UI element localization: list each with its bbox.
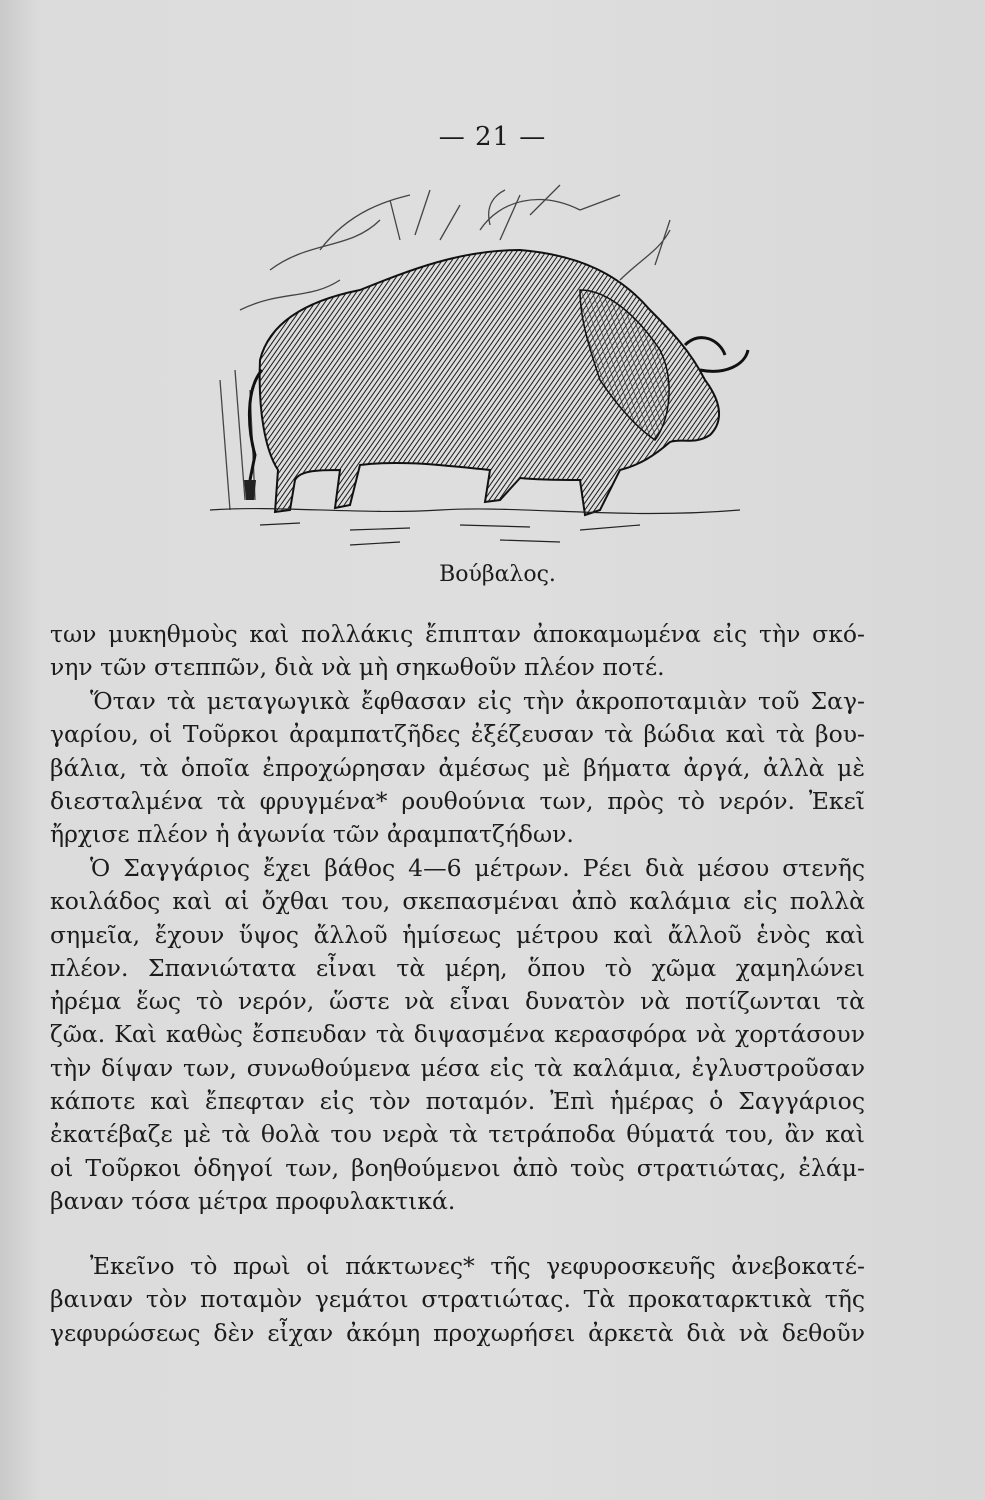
text-line: Ὅταν τὰ μεταγωγικὰ ἔφθασαν εἰς τὴν ἀκροποταμιὰν τοῦ Σαγ- bbox=[90, 687, 865, 715]
text-line: σημεῖα, ἔχουν ὕψος ἄλλοῦ ἡμίσεως μέτρου καὶ ἄλλοῦ ἑνὸς καὶ bbox=[50, 920, 865, 949]
text-line: ζῶα. Καὶ καθὼς ἔσπευδαν τὰ διψασμένα κερασφόρα νὰ χορτάσουν bbox=[50, 1020, 865, 1049]
bison-engraving-icon bbox=[200, 180, 760, 560]
text-line: οἱ Τοῦρκοι ὁδηγοί των, βοηθούμενοι ἀπὸ τοὺς στρατιώτας, ἐλάμ- bbox=[50, 1153, 865, 1182]
paragraph-1 bbox=[50, 618, 865, 685]
bison-illustration bbox=[200, 180, 760, 560]
text-line: ἐκατέβαζε μὲ τὰ θολὰ του νερὰ τὰ τετράποδα θύματά του, ἂν καὶ bbox=[50, 1120, 865, 1149]
paragraph-2 bbox=[50, 685, 865, 851]
text-line: γεφυρώσεως δὲν εἶχαν ἀκόμη προχωρήσει ἀρκετὰ διὰ νὰ δεθοῦν bbox=[50, 1318, 865, 1347]
text-line: Ἐκεῖνο τὸ πρωὶ οἱ πάκτωνες* τῆς γεφυροσκευῆς ἀνεβοκατέ- bbox=[90, 1252, 865, 1280]
paragraph-4 bbox=[50, 1250, 865, 1350]
text-line: τὴν δίψαν των, συνωθούμενα μέσα εἰς τὰ καλάμια, ἐγλυστροῦσαν bbox=[50, 1053, 865, 1082]
paragraph-3 bbox=[50, 852, 865, 1218]
text-line: διεσταλμένα τὰ φρυγμένα* ρουθούνια των, πρὸς τὸ νερόν. Ἐκεῖ bbox=[50, 786, 865, 815]
text-line: ἤρχισε πλέον ἡ ἀγωνία τῶν ἀραμπατζήδων. bbox=[50, 820, 574, 849]
text-line: βάλια, τὰ ὁποῖα ἐπροχώρησαν ἀμέσως μὲ βήματα ἀργά, ἀλλὰ μὲ bbox=[50, 753, 865, 782]
text-line: Ὁ Σαγγάριος ἔχει βάθος 4—6 μέτρων. Ρέει διὰ μέσου στενῆς bbox=[90, 854, 865, 882]
text-line: βαναν τόσα μέτρα προφυλακτικά. bbox=[50, 1186, 456, 1215]
figure-caption: Βούβαλος. bbox=[439, 562, 556, 587]
text-line: πλέον. Σπανιώτατα εἶναι τὰ μέρη, ὅπου τὸ χῶμα χαμηλώνει bbox=[50, 953, 865, 982]
text-line: βαιναν τὸν ποταμὸν γεμάτοι στρατιώτας. Τὰ προκαταρκτικὰ τῆς bbox=[50, 1285, 865, 1314]
text-line: κάποτε καὶ ἔπεφταν εἰς τὸν ποταμόν. Ἐπὶ ἡμέρας ὁ Σαγγάριος bbox=[50, 1087, 865, 1116]
text-line: των μυκηθμοὺς καὶ πολλάκις ἔπιπταν ἀποκαμωμένα εἰς τὴν σκό- bbox=[50, 620, 865, 648]
text-line: ἠρέμα ἕως τὸ νερόν, ὥστε νὰ εἶναι δυνατὸν νὰ ποτίζωνται τὰ bbox=[50, 987, 865, 1016]
text-line: γαρίου, οἱ Τοῦρκοι ἀραμπατζῆδες ἐξέζευσαν τὰ βώδια καὶ τὰ βου- bbox=[50, 720, 865, 749]
text-line: νην τῶν στεππῶν, διὰ νὰ μὴ σηκωθοῦν πλέον ποτέ. bbox=[50, 653, 665, 682]
text-line: κοιλάδος καὶ αἱ ὄχθαι του, σκεπασμέναι ἀπὸ καλάμια εἰς πολλὰ bbox=[50, 887, 865, 916]
page-number: — 21 — bbox=[438, 122, 547, 152]
